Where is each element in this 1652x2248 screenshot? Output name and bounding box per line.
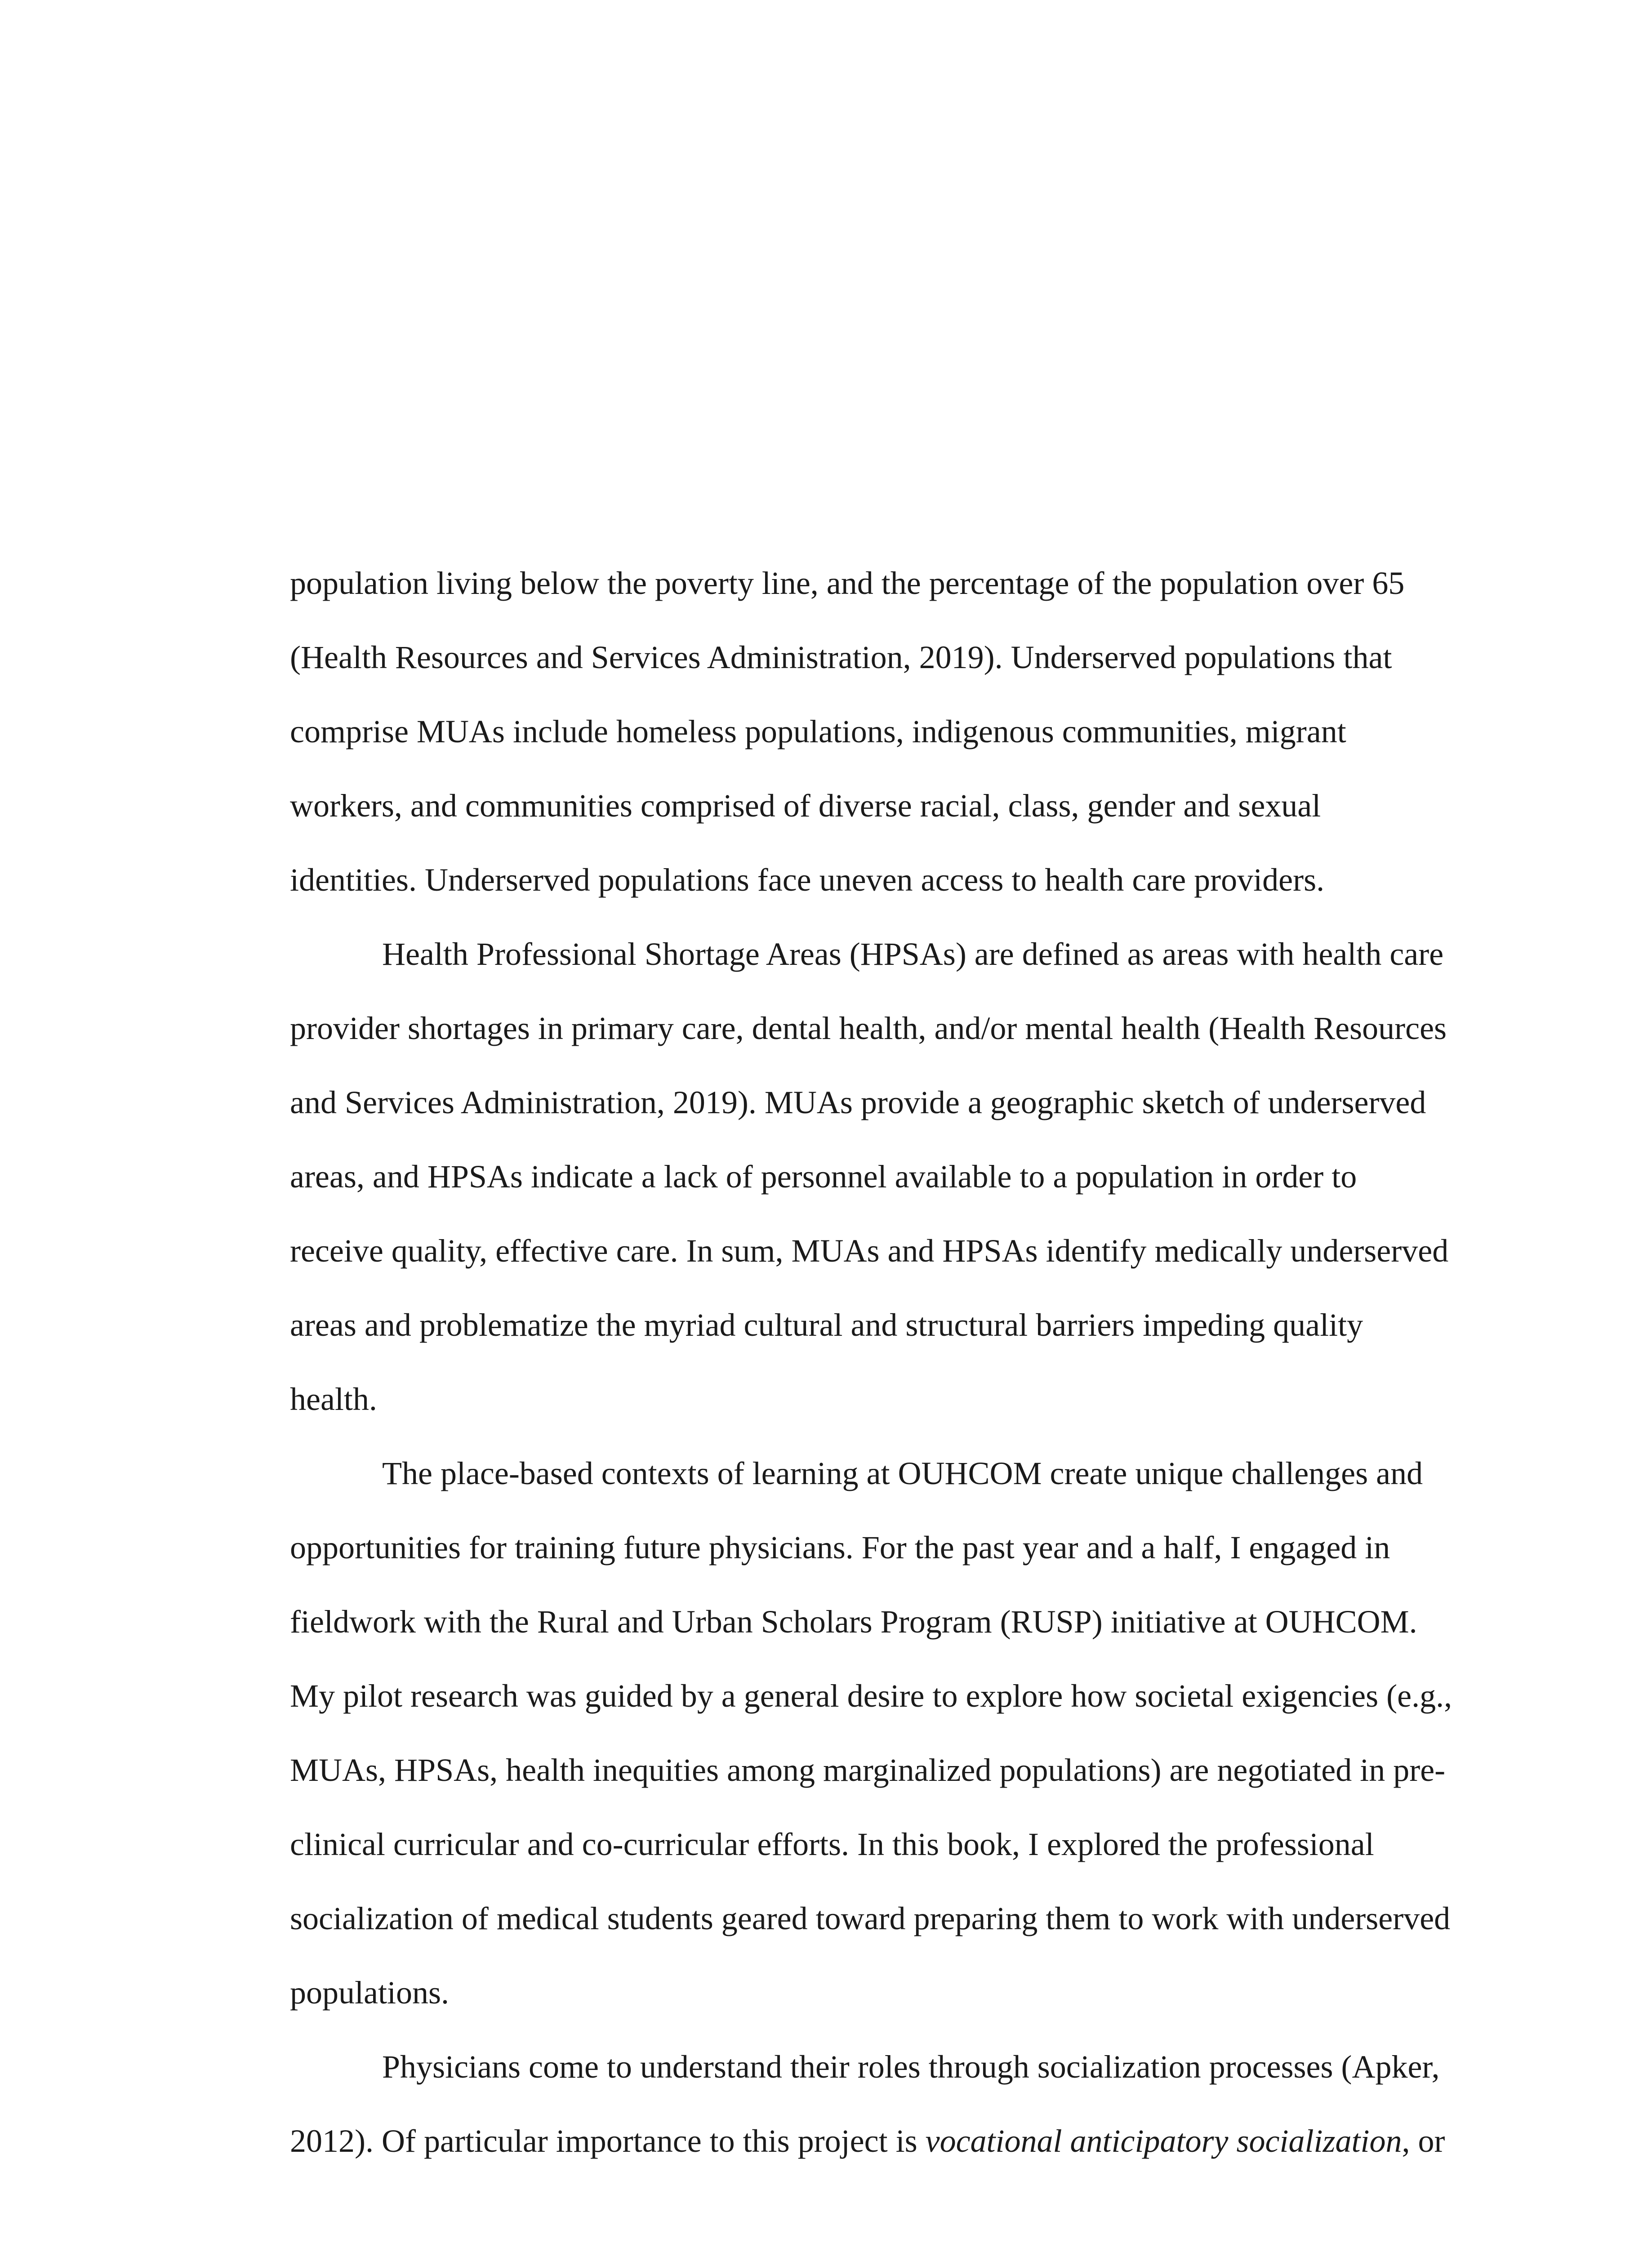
text-line: My pilot research was guided by a general desire to explore how societal exigencies (e.g.,	[290, 1678, 1452, 1714]
text-line-mixed	[290, 2104, 1447, 2178]
text-line: population living below the poverty line, and the percentage of the population over 65	[290, 565, 1405, 601]
paragraph-2	[290, 917, 1447, 1436]
paragraph-3	[290, 1436, 1452, 2030]
paragraph-4	[290, 2030, 1447, 2178]
text-line: (Health Resources and Services Administration, 2019). Underserved populations that	[290, 639, 1392, 675]
text-line: comprise MUAs include homeless populations, indigenous communities, migrant	[290, 714, 1346, 749]
text-line: receive quality, effective care. In sum, MUAs and HPSAs identify medically underserved	[290, 1233, 1449, 1269]
text-line: workers, and communities comprised of diverse racial, class, gender and sexual	[290, 788, 1321, 824]
italic-term: vocational anticipatory socialization	[925, 2123, 1402, 2159]
text-line: The place-based contexts of learning at OUHCOM create unique challenges and	[382, 1455, 1423, 1491]
text-line: opportunities for training future physicians. For the past year and a half, I engaged in	[290, 1530, 1390, 1566]
text-line: Health Professional Shortage Areas (HPSAs) are defined as areas with health care	[382, 936, 1444, 972]
text-line: fieldwork with the Rural and Urban Scholars Program (RUSP) initiative at OUHCOM.	[290, 1604, 1417, 1640]
paragraph-1	[290, 546, 1447, 917]
text-line: clinical curricular and co-curricular efforts. In this book, I explored the professional	[290, 1826, 1374, 1862]
text-line: socialization of medical students geared toward preparing them to work with underserved	[290, 1900, 1451, 1936]
text-line: areas and problematize the myriad cultural and structural barriers impeding quality	[290, 1307, 1363, 1343]
text-line: health.	[290, 1381, 377, 1417]
text-line: areas, and HPSAs indicate a lack of personnel available to a population in order to	[290, 1159, 1357, 1195]
text-line: Physicians come to understand their roles through socialization processes (Apker,	[382, 2049, 1440, 2085]
text-line: populations.	[290, 1975, 449, 2011]
text-line: identities. Underserved populations face uneven access to health care providers.	[290, 862, 1325, 898]
text-line: provider shortages in primary care, dental health, and/or mental health (Health Resources	[290, 1010, 1447, 1046]
body-text	[290, 546, 1452, 2178]
text-run: 2012). Of particular importance to this project is	[290, 2123, 926, 2159]
text-line: and Services Administration, 2019). MUAs provide a geographic sketch of underserved	[290, 1084, 1426, 1120]
text-line: MUAs, HPSAs, health inequities among marginalized populations) are negotiated in pre-	[290, 1752, 1446, 1788]
text-run: , or	[1402, 2123, 1445, 2159]
